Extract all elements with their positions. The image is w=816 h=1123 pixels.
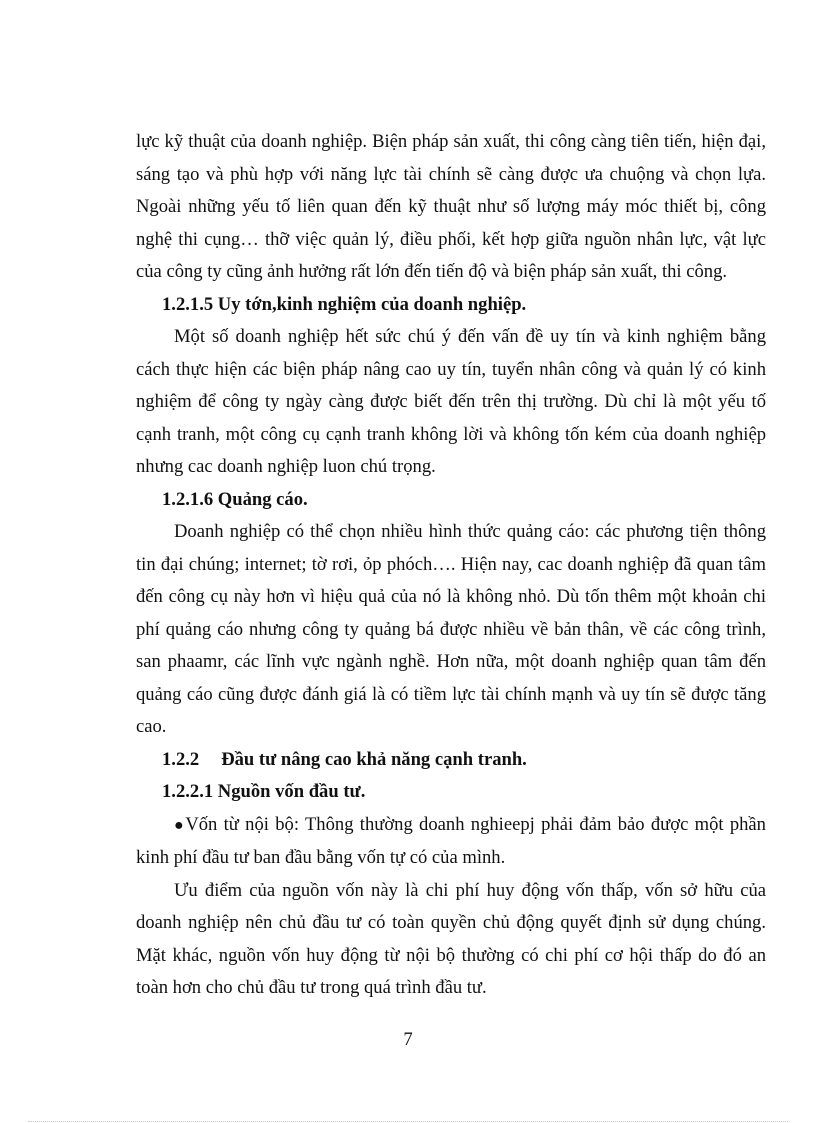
heading-advertising: 1.2.1.6 Quảng cáo.	[162, 488, 308, 510]
heading-investment-title: Đầu tư nâng cao khả năng cạnh tranh.	[221, 748, 527, 770]
paragraph-advertising: Doanh nghiệp có thể chọn nhiều hình thức quảng cáo: các phương tiện thông tin đại chúng; internet; tờ rơi, ỏp phóch…. Hiện nay, cac doanh nghiệp đã quan tâm đến công cụ này hơn vì hiệu quả của nó là không nhỏ. Dù tốn thêm một khoản chi phí quảng cáo nhưng công ty quảng bá được nhiều về bản thân, về các công trình, san phaamr, các lĩnh vực ngành nghề. Hơn nữa, một doanh nghiệp quan tâm đến quảng cáo cũng được đánh giá là có tiềm lực tài chính mạnh và uy tín sẽ được tăng cao.	[136, 521, 766, 737]
paragraph-advantages: Ưu điểm của nguồn vốn này là chi phí huy động vốn thấp, vốn sở hữu của doanh nghiệp nên chủ đầu tư có toàn quyền chủ động quyết định sử dụng chúng. Mặt khác, nguồn vốn huy động từ nội bộ thường có chi phí cơ hội thấp do đó an toàn hơn cho chủ đầu tư trong quá trình đầu tư.	[136, 879, 766, 998]
heading-capital-sources: 1.2.2.1 Nguồn vốn đầu tư.	[162, 781, 366, 802]
page-number: 7	[403, 1029, 413, 1050]
paragraph-internal-capital-text: Vốn từ nội bộ: Thông thường doanh nghieepj phải đảm bảo được một phần kinh phí đầu tư ban đầu bằng vốn tự có của mình.	[136, 813, 766, 868]
heading-investment-number: 1.2.2	[162, 748, 200, 770]
paragraph-technical-capacity: lực kỹ thuật của doanh nghiệp. Biện pháp sản xuất, thi công càng tiên tiến, hiện đại, sáng tạo và phù hợp với năng lực tài chính sẽ càng được ưa chuộng và chọn lựa. Ngoài những yếu tố liên quan đến kỹ thuật như số lượng máy móc thiết bị, công nghệ thi cụng… thỡ việc quản lý, điều phối, kết hợp giữa nguồn nhân lực, vật lực của công ty cũng ảnh hưởng rất lớn đến tiến độ và biện pháp sản xuất, thi công.	[136, 131, 766, 282]
page-content	[136, 126, 766, 1005]
heading-investment	[136, 744, 766, 777]
bullet-icon: ●	[174, 816, 186, 834]
heading-reputation-experience: 1.2.1.5 Uy tớn,kinh nghiệm của doanh nghiệp.	[162, 293, 527, 315]
paragraph-reputation: Một số doanh nghiệp hết sức chú ý đến vấn đề uy tín và kinh nghiệm bằng cách thực hiện các biện pháp nâng cao uy tín, tuyển nhân công và quản lý có kinh nghiệm để công ty ngày càng được biết đến trên thị trường. Dù chỉ là một yếu tố cạnh tranh, một công cụ cạnh tranh không lời và không tốn kém của doanh nghiệp nhưng cac doanh nghiệp luon chú trọng.	[136, 326, 766, 477]
paragraph-internal-capital	[136, 809, 766, 875]
page-break-divider	[28, 1121, 788, 1122]
